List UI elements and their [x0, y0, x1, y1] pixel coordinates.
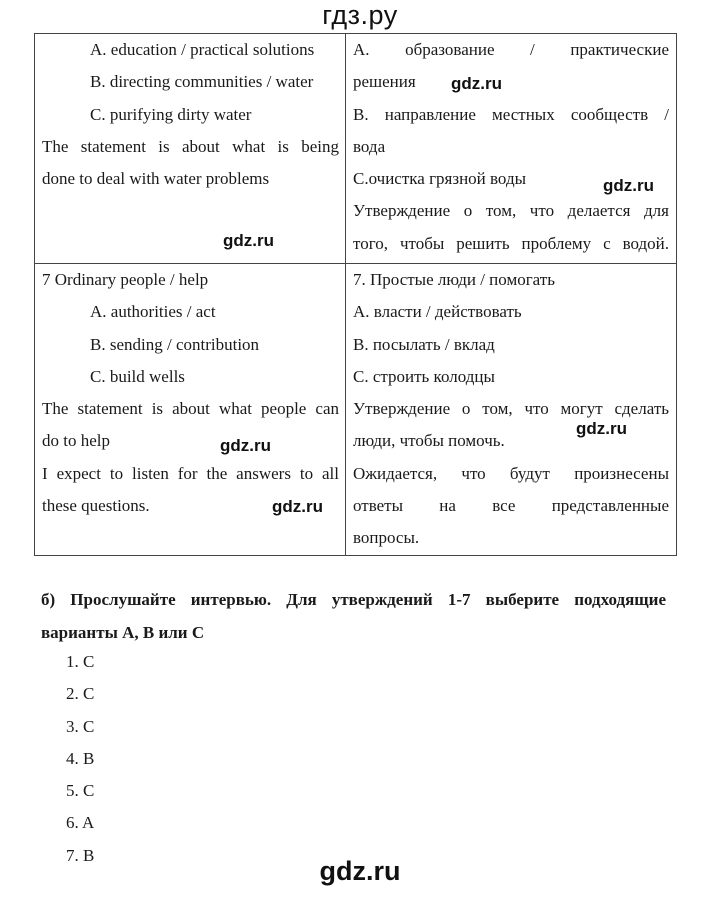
option-c-ru: С. строить колодцы: [353, 366, 495, 386]
table-row: [35, 34, 677, 264]
list-item: 3. C: [66, 716, 95, 736]
expectation-en-line2: these questions.: [42, 496, 150, 516]
watermark: gdz.ru: [223, 231, 274, 250]
table-row: [35, 264, 677, 556]
list-item: 7. B: [66, 845, 95, 865]
item-7-ru: 7. Простые люди / помогать: [353, 270, 555, 289]
option-c-ru: С.очистка грязной воды: [353, 169, 527, 189]
statement-ru-line1: Утверждение о том, что делается для: [353, 201, 669, 221]
translation-table: [34, 33, 677, 556]
list-item: 1. C: [66, 652, 95, 671]
option-c-en: C. build wells: [90, 366, 185, 386]
russian-cell: [346, 34, 677, 264]
list-item: 2. C: [66, 684, 95, 704]
english-cell: [35, 34, 346, 264]
watermark: gdz.ru: [576, 419, 627, 438]
site-header-logo: гдз.ру: [322, 0, 398, 30]
option-a-en: A. authorities / act: [90, 302, 216, 322]
option-b-en: B. directing communities / water: [90, 72, 314, 92]
option-a-en: A. education / practical solutions: [90, 40, 315, 59]
watermark: gdz.ru: [451, 74, 502, 93]
option-a-ru: А. власти / действовать: [353, 302, 522, 322]
list-item: 6. A: [66, 813, 95, 833]
russian-cell: [346, 264, 677, 556]
task-heading-line1: б) Прослушайте интервью. Для утверждений 1-7 выберите подходящие: [41, 590, 666, 609]
option-b-ru-line2: вода: [353, 136, 386, 156]
list-item: 4. B: [66, 748, 95, 768]
option-a-ru-line1: А. образование / практические: [353, 40, 669, 59]
expectation-ru-line2: ответы на все представленные: [353, 496, 669, 516]
option-b-ru: В. посылать / вклад: [353, 334, 495, 354]
expectation-ru-line3: вопросы.: [353, 528, 420, 548]
statement-en-line2: do to help: [42, 431, 110, 451]
watermark: gdz.ru: [220, 436, 271, 455]
statement-ru-line1: Утверждение о том, что могут сделать: [353, 399, 669, 419]
statement-ru-line2: того, чтобы решить проблему с водой.: [353, 233, 669, 253]
statement-en-line1: The statement is about what people can: [42, 399, 339, 419]
option-c-en: C. purifying dirty water: [90, 104, 252, 124]
answer-list: [66, 646, 94, 872]
task-heading: [41, 584, 666, 649]
expectation-ru-line1: Ожидается, что будут произнесены: [353, 463, 669, 483]
list-item: 5. C: [66, 781, 95, 801]
option-a-ru-line2: решения: [353, 72, 416, 92]
option-b-en: B. sending / contribution: [90, 334, 260, 354]
task-heading-line2: варианты A, B или C: [41, 622, 205, 642]
statement-en-line1: The statement is about what is being: [42, 136, 339, 156]
watermark: gdz.ru: [272, 497, 323, 516]
option-b-ru-line1: В. направление местных сообществ /: [353, 104, 669, 124]
site-footer-logo: gdz.ru: [319, 856, 401, 886]
statement-en-line2: done to deal with water problems: [42, 169, 270, 189]
expectation-en-line1: I expect to listen for the answers to all: [42, 463, 339, 483]
english-cell: [35, 264, 346, 556]
item-7-en: 7 Ordinary people / help: [42, 270, 209, 289]
statement-ru-line2: люди, чтобы помочь.: [353, 431, 505, 451]
watermark: gdz.ru: [603, 176, 654, 195]
